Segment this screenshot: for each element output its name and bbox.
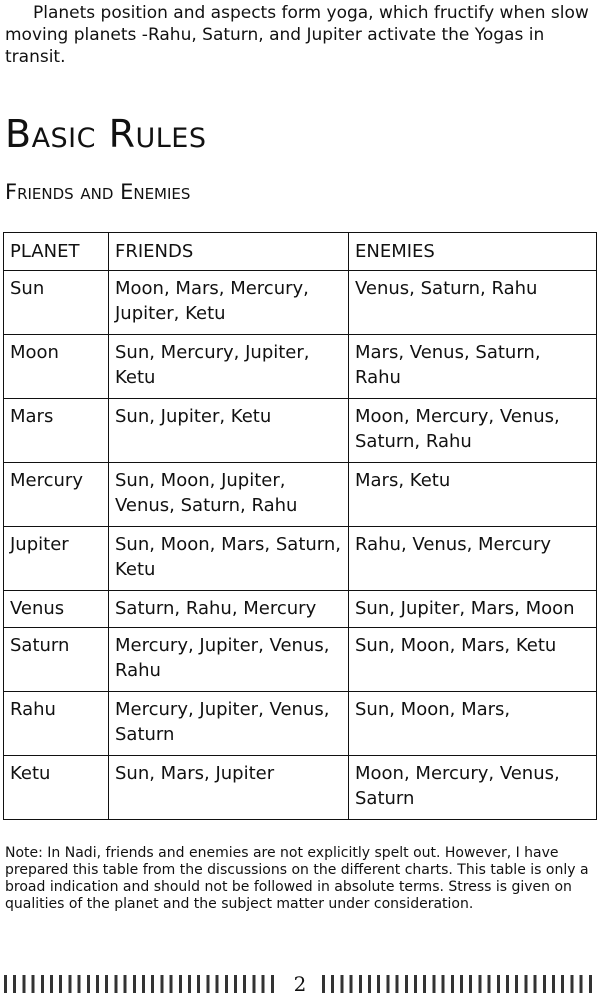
table-row (4, 335, 597, 399)
cell-enemies: Sun, Moon, Mars, Ketu (349, 628, 597, 692)
table-row (4, 527, 597, 591)
table-row (4, 628, 597, 692)
cell-planet: Venus (4, 591, 109, 628)
decorative-bars-left (4, 975, 278, 993)
table-row (4, 399, 597, 463)
cell-enemies: Mars, Ketu (349, 463, 597, 527)
cell-enemies: Venus, Saturn, Rahu (349, 271, 597, 335)
cell-planet: Sun (4, 271, 109, 335)
header-enemies: ENEMIES (349, 233, 597, 271)
friends-enemies-table (3, 232, 597, 820)
cell-enemies: Moon, Mercury, Venus, Saturn, Rahu (349, 399, 597, 463)
table-row (4, 271, 597, 335)
cell-friends: Sun, Moon, Mars, Saturn, Ketu (109, 527, 349, 591)
table-header-row (4, 233, 597, 271)
cell-planet: Mars (4, 399, 109, 463)
cell-planet: Saturn (4, 628, 109, 692)
table-row (4, 463, 597, 527)
section-heading: Basic Rules (5, 112, 207, 156)
cell-planet: Ketu (4, 756, 109, 820)
cell-friends: Sun, Mars, Jupiter (109, 756, 349, 820)
cell-friends: Sun, Moon, Jupiter, Venus, Saturn, Rahu (109, 463, 349, 527)
cell-friends: Saturn, Rahu, Mercury (109, 591, 349, 628)
header-friends: FRIENDS (109, 233, 349, 271)
subsection-heading: Friends and Enemies (5, 180, 191, 204)
cell-enemies: Moon, Mercury, Venus, Saturn (349, 756, 597, 820)
page-number: 2 (293, 972, 307, 996)
header-planet: PLANET (4, 233, 109, 271)
cell-planet: Jupiter (4, 527, 109, 591)
note-paragraph: Note: In Nadi, friends and enemies are not explicitly spelt out. However, I have prepared this table from the discussions on the different charts. This table is only a broad indication and should not be followed in absolute terms. Stress is given on qualities of the planet and the subject matter under consideration. (5, 845, 589, 912)
cell-friends: Moon, Mars, Mercury, Jupiter, Ketu (109, 271, 349, 335)
cell-planet: Rahu (4, 692, 109, 756)
table-row (4, 692, 597, 756)
cell-friends: Sun, Mercury, Jupiter, Ketu (109, 335, 349, 399)
decorative-bars-right (322, 975, 596, 993)
cell-friends: Sun, Jupiter, Ketu (109, 399, 349, 463)
cell-friends: Mercury, Jupiter, Venus, Saturn (109, 692, 349, 756)
table-row (4, 591, 597, 628)
cell-enemies: Mars, Venus, Saturn, Rahu (349, 335, 597, 399)
cell-friends: Mercury, Jupiter, Venus, Rahu (109, 628, 349, 692)
cell-enemies: Sun, Jupiter, Mars, Moon (349, 591, 597, 628)
cell-planet: Mercury (4, 463, 109, 527)
page-footer (4, 972, 596, 996)
table-row (4, 756, 597, 820)
cell-planet: Moon (4, 335, 109, 399)
cell-enemies: Rahu, Venus, Mercury (349, 527, 597, 591)
cell-enemies: Sun, Moon, Mars, (349, 692, 597, 756)
intro-paragraph: Planets position and aspects form yoga, which fructify when slow moving planets -Rahu, Saturn, and Jupiter activate the Yogas in transit. (5, 3, 589, 67)
